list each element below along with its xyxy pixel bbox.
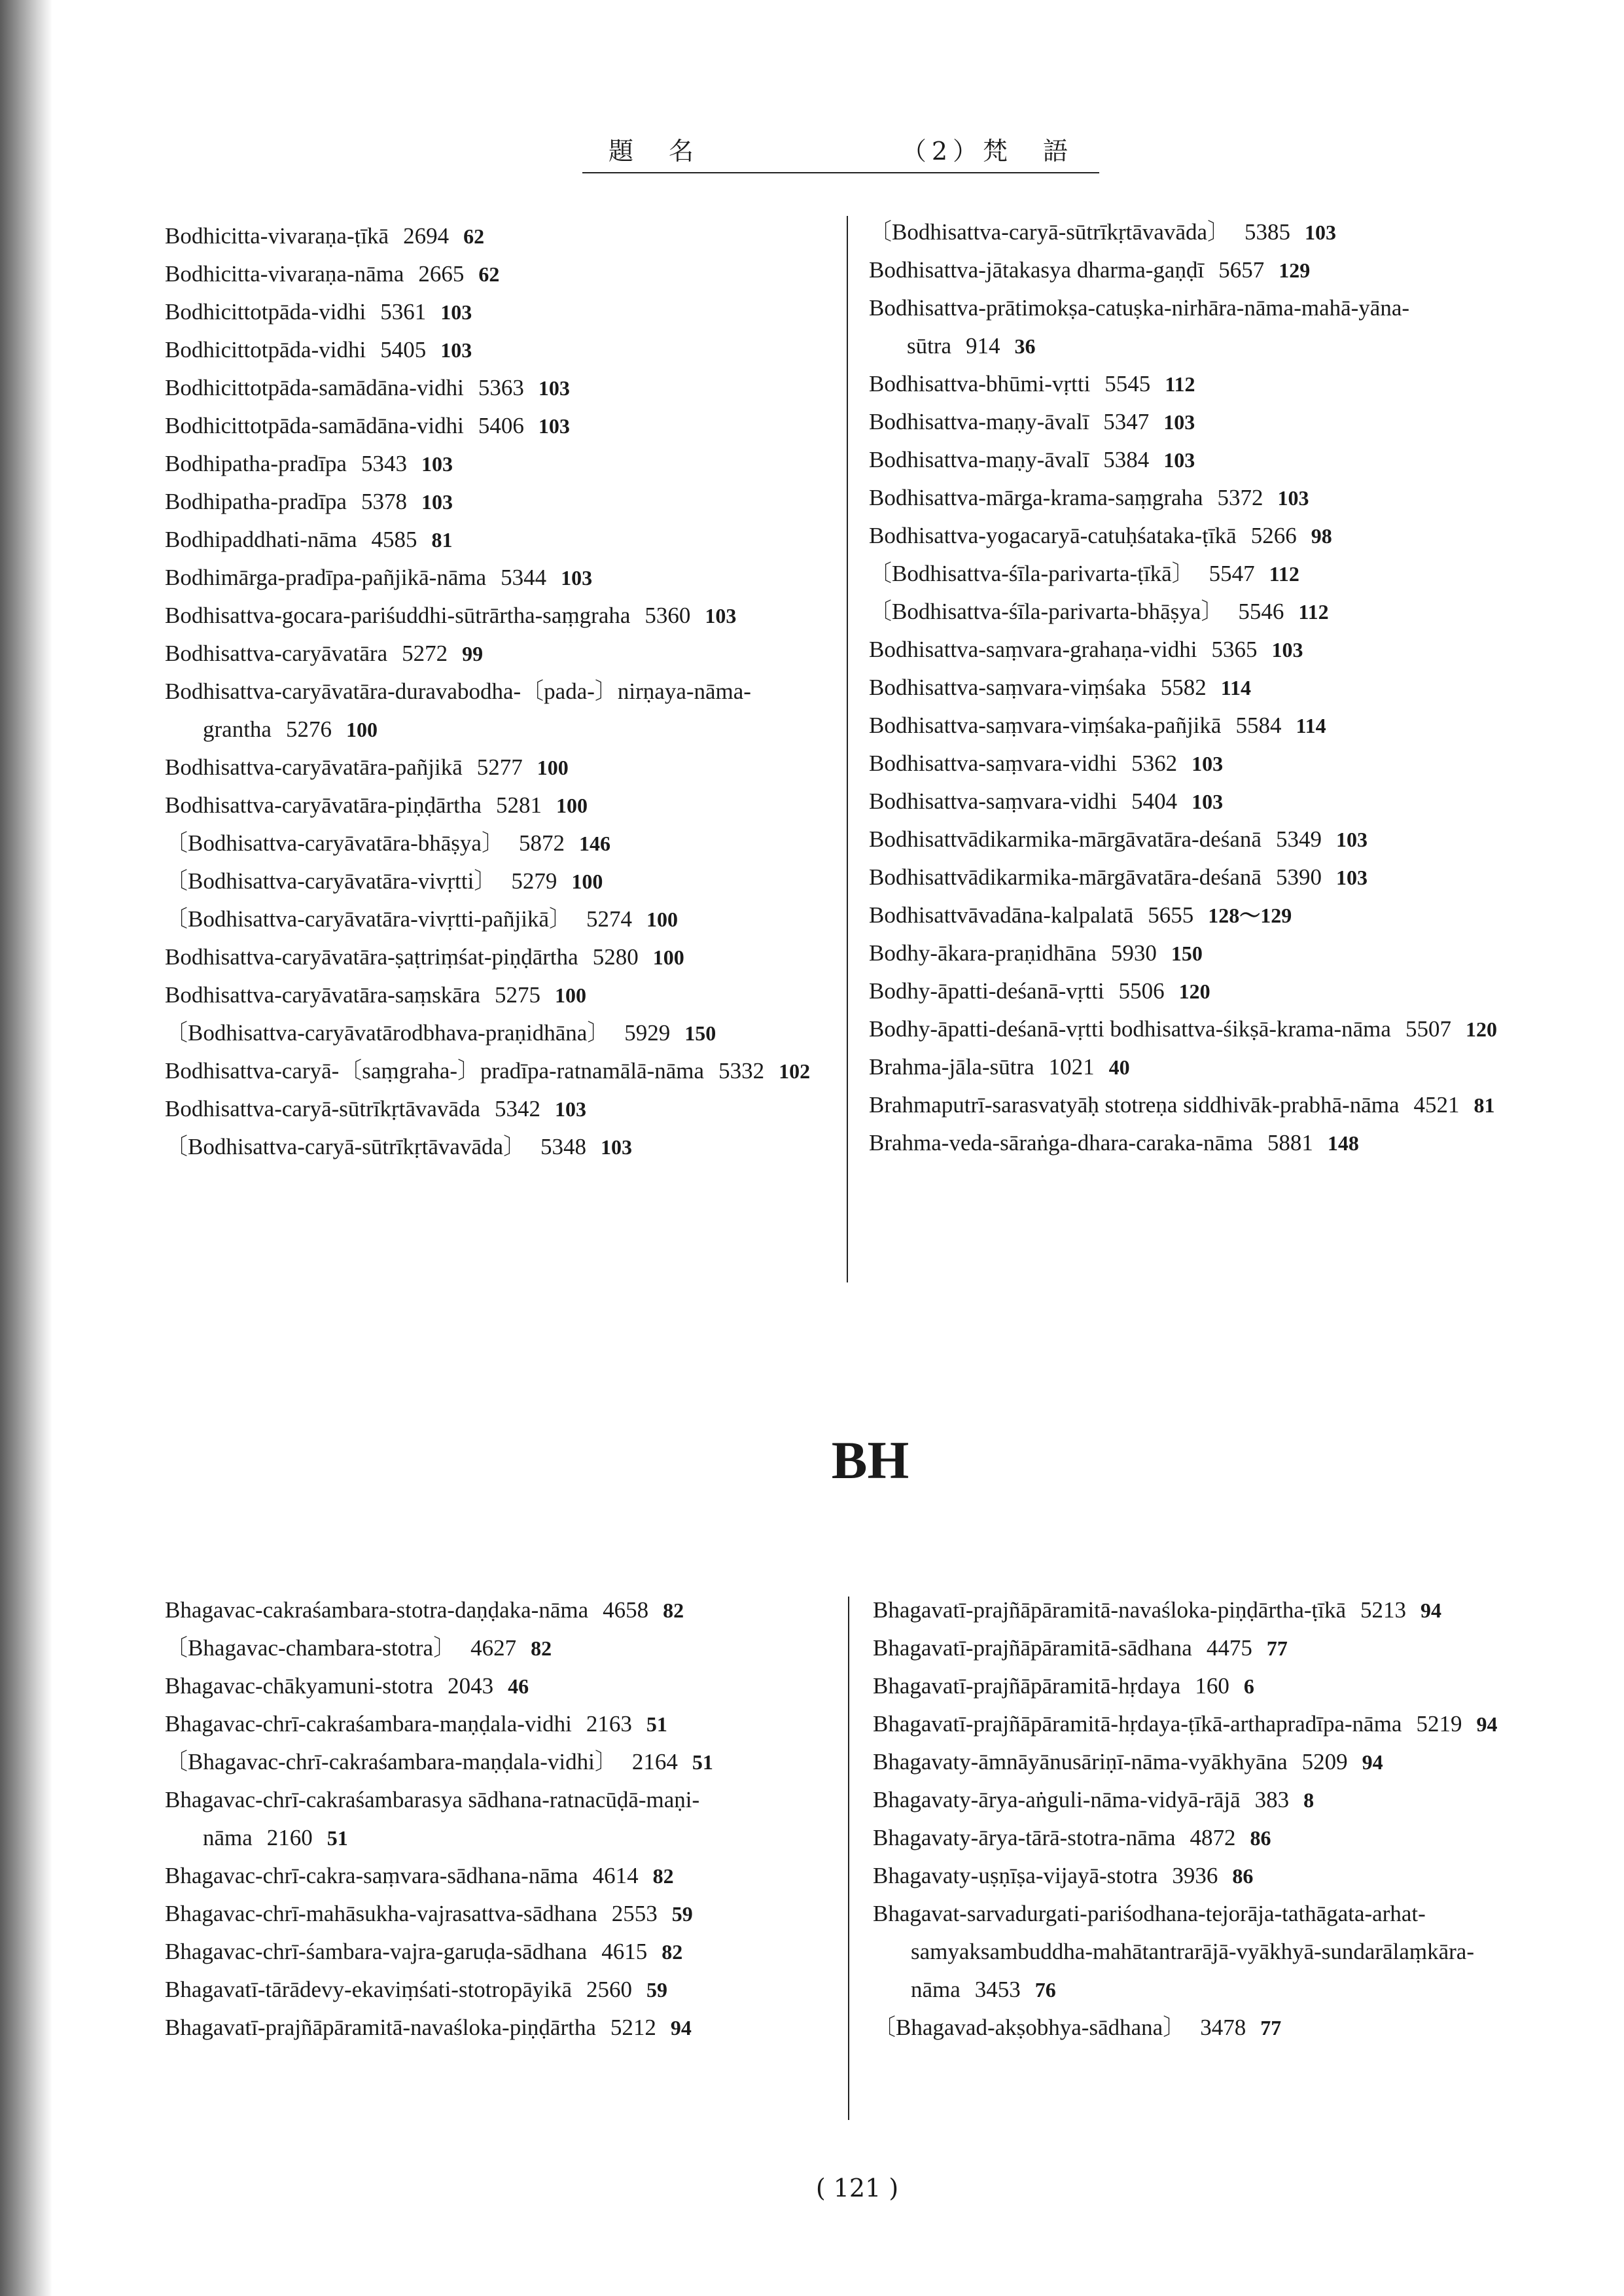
entry-page-reference: 103 (1271, 638, 1303, 662)
entry-title: 〔Bodhisattva-caryāvatārodbhava-praṇidhāna〕 (165, 1020, 610, 1046)
index-entry (165, 1743, 832, 1781)
entry-title: 〔Bodhisattva-caryā-sūtrīkṛtāvavāda〕 (165, 1134, 527, 1159)
index-entry (165, 786, 832, 824)
entry-title: 〔Bodhisattva-caryāvatāra-bhāṣya〕 (165, 830, 504, 856)
entry-page-reference: 100 (345, 718, 378, 741)
entry-title: Bodhisattva-caryā-〔saṃgraha-〕pradīpa-ratnamālā-nāma (165, 1058, 705, 1084)
entry-title: Bodhipatha-pradīpa (165, 451, 347, 476)
entry-catalog-number: 5872 (518, 830, 565, 856)
index-entry (165, 597, 832, 635)
index-entry (165, 1895, 832, 1933)
entry-title: Bhagavat-sarvadurgati-pariśodhana-tejorāja-tathāgata-arhat-samyaksambuddha-mahātantrarājā-vyākhyā-sundarālaṃkāra-nāma (873, 1901, 1474, 2002)
index-column-top-right (869, 213, 1536, 1162)
entry-catalog-number: 4627 (470, 1635, 517, 1661)
index-entry (165, 1014, 832, 1052)
entry-title: Bodhisattva-mārga-krama-saṃgraha (869, 485, 1203, 510)
index-entry (165, 749, 832, 786)
entry-page-reference: 103 (538, 414, 570, 438)
entry-catalog-number: 5657 (1218, 257, 1265, 283)
entry-catalog-number: 5342 (495, 1096, 541, 1122)
entry-catalog-number: 383 (1254, 1787, 1290, 1812)
entry-title: Brahmaputrī-sarasvatyāḥ stotreṇa siddhivāk-prabhā-nāma (869, 1092, 1400, 1118)
entry-catalog-number: 5279 (511, 868, 557, 894)
entry-page-reference: 76 (1034, 1978, 1056, 2002)
entry-title: 〔Bodhisattva-caryāvatāra-vivṛtti〕 (165, 868, 497, 894)
entry-page-reference: 51 (327, 1826, 348, 1850)
index-entry (869, 896, 1536, 934)
page-header (582, 131, 1099, 173)
entry-page-reference: 103 (1192, 752, 1224, 775)
index-entry (165, 2009, 832, 2047)
entry-title: Bodhy-āpatti-deśanā-vṛtti (869, 978, 1104, 1004)
index-entry (869, 555, 1536, 593)
index-entry (869, 251, 1536, 289)
index-entry (869, 1086, 1536, 1124)
entry-title: Bodhisattva-maṇy-āvalī (869, 447, 1089, 472)
entry-title: Bodhicittotpāda-vidhi (165, 337, 366, 362)
entry-catalog-number: 2043 (448, 1673, 494, 1699)
index-entry (869, 289, 1536, 365)
entry-catalog-number: 3478 (1200, 2015, 1246, 2040)
entry-catalog-number: 3936 (1172, 1863, 1218, 1888)
entry-catalog-number: 5361 (380, 299, 427, 325)
entry-title: Bhagavaty-āmnāyānusāriṇī-nāma-vyākhyāna (873, 1749, 1288, 1775)
section-letter: BH (831, 1430, 909, 1490)
entry-catalog-number: 4615 (601, 1939, 648, 1964)
entry-catalog-number: 5272 (402, 641, 448, 666)
entry-page-reference: 114 (1220, 676, 1251, 699)
entry-page-reference: 120 (1465, 1017, 1497, 1041)
entry-page-reference: 100 (537, 756, 569, 779)
entry-page-reference: 62 (463, 224, 485, 248)
entry-title: 〔Bodhisattva-śīla-parivarta-bhāṣya〕 (869, 599, 1224, 624)
entry-title: 〔Bodhisattva-śīla-parivarta-ṭīkā〕 (869, 561, 1195, 586)
entry-catalog-number: 5281 (495, 792, 542, 818)
index-entry (869, 479, 1536, 517)
entry-title: Bhagavac-chrī-cakra-saṃvara-sādhana-nāma (165, 1863, 578, 1888)
entry-catalog-number: 5372 (1217, 485, 1263, 510)
index-entry (165, 1705, 832, 1743)
index-entry (869, 858, 1536, 896)
entry-page-reference: 81 (431, 528, 453, 552)
entry-page-reference: 94 (670, 2016, 692, 2040)
entry-page-reference: 102 (779, 1059, 811, 1083)
entry-catalog-number: 5277 (476, 754, 523, 780)
entry-page-reference: 86 (1232, 1864, 1254, 1888)
index-entry (165, 976, 832, 1014)
entry-title: Bodhisattva-bhūmi-vṛtti (869, 371, 1091, 397)
entry-catalog-number: 5219 (1416, 1711, 1462, 1737)
entry-page-reference: 103 (1163, 410, 1195, 434)
entry-catalog-number: 5344 (501, 565, 547, 590)
index-entry (165, 331, 832, 369)
index-entry (869, 707, 1536, 745)
entry-title: Bhagavaty-ārya-tārā-stotra-nāma (873, 1825, 1176, 1850)
entry-title: Bhagavatī-tārādevy-ekaviṃśati-stotropāyikā (165, 1977, 572, 2002)
entry-catalog-number: 5365 (1211, 637, 1258, 662)
entry-catalog-number: 5275 (495, 982, 540, 1008)
entry-title: Bhagavac-cakraśambara-stotra-daṇḍaka-nāma (165, 1597, 589, 1623)
entry-catalog-number: 5930 (1110, 940, 1157, 966)
entry-title: Bhagavatī-prajñāpāramitā-hṛdaya (873, 1673, 1181, 1699)
index-entry (165, 369, 832, 407)
entry-catalog-number: 5362 (1131, 751, 1178, 776)
entry-catalog-number: 4521 (1413, 1092, 1460, 1118)
index-entry (869, 631, 1536, 669)
index-entry (165, 635, 832, 673)
entry-title: Bhagavac-chrī-cakraśambarasya sādhana-ratnacūḍā-maṇi-nāma (165, 1787, 700, 1850)
entry-page-reference: 94 (1476, 1712, 1498, 1736)
header-subtitle: （2）梵 語 (901, 137, 1073, 166)
entry-title: Bodhicittotpāda-vidhi (165, 299, 366, 325)
entry-title: 〔Bodhisattva-caryā-sūtrīkṛtāvavāda〕 (869, 219, 1231, 245)
entry-catalog-number: 5405 (380, 337, 427, 362)
entry-catalog-number: 5545 (1104, 371, 1151, 397)
entry-title: Bodhipaddhati-nāma (165, 527, 357, 552)
index-entry (873, 1743, 1547, 1781)
index-entry (165, 559, 832, 597)
entry-title: Bodhisattva-maṇy-āvalī (869, 409, 1089, 434)
entry-page-reference: 36 (1014, 334, 1036, 358)
entry-catalog-number: 5213 (1360, 1597, 1407, 1623)
entry-catalog-number: 5929 (624, 1020, 671, 1046)
entry-catalog-number: 5274 (586, 906, 632, 932)
entry-title: Bodhisattva-caryā-sūtrīkṛtāvavāda (165, 1096, 481, 1122)
index-entry (165, 521, 832, 559)
entry-catalog-number: 2553 (611, 1901, 658, 1926)
entry-page-reference: 51 (646, 1712, 667, 1736)
index-entry (869, 669, 1536, 707)
entry-title: Bodhisattva-caryāvatāra-piṇḍārtha (165, 792, 482, 818)
entry-page-reference: 86 (1250, 1826, 1271, 1850)
entry-page-reference: 112 (1298, 600, 1329, 624)
index-entry (165, 1128, 832, 1166)
entry-page-reference: 103 (561, 566, 593, 590)
scan-edge (0, 0, 52, 2296)
entry-catalog-number: 5360 (644, 603, 691, 628)
index-entry (165, 673, 832, 749)
entry-page-reference: 81 (1474, 1093, 1495, 1117)
entry-catalog-number: 5881 (1267, 1130, 1313, 1156)
entry-title: Bodhisattva-caryāvatāra-pañjikā (165, 754, 463, 780)
index-column-bottom-left (165, 1591, 832, 2047)
entry-catalog-number: 4658 (603, 1597, 649, 1623)
entry-catalog-number: 5390 (1275, 864, 1322, 890)
index-entry (165, 1629, 832, 1667)
entry-catalog-number: 5363 (478, 375, 524, 400)
index-entry (873, 1781, 1547, 1819)
entry-catalog-number: 5582 (1160, 675, 1207, 700)
index-entry (165, 217, 832, 255)
index-entry (873, 1895, 1547, 2009)
entry-title: Bhagavatī-prajñāpāramitā-navaśloka-piṇḍārtha-ṭīkā (873, 1597, 1347, 1623)
index-entry (869, 593, 1536, 631)
entry-title: Bodhisattva-saṃvara-viṃśaka (869, 675, 1146, 700)
entry-title: Bodhisattva-gocara-pariśuddhi-sūtrārtha-saṃgraha (165, 603, 631, 628)
index-entry (165, 445, 832, 483)
entry-title: Bodhy-ākara-praṇidhāna (869, 940, 1097, 966)
header-title: 題 名 (609, 137, 699, 166)
entry-catalog-number: 2164 (631, 1749, 678, 1775)
entry-page-reference: 100 (571, 870, 603, 893)
entry-catalog-number: 5378 (361, 489, 407, 514)
entry-page-reference: 112 (1269, 562, 1299, 586)
entry-page-reference: 100 (555, 983, 586, 1007)
entry-catalog-number: 5404 (1131, 788, 1178, 814)
entry-page-reference: 8 (1303, 1788, 1315, 1812)
entry-title: Bodhipatha-pradīpa (165, 489, 347, 514)
entry-page-reference: 103 (421, 452, 453, 476)
entry-title: Bhagavatī-prajñāpāramitā-navaśloka-piṇḍārtha (165, 2015, 596, 2040)
entry-catalog-number: 4614 (592, 1863, 639, 1888)
entry-catalog-number: 5507 (1405, 1016, 1451, 1042)
entry-catalog-number: 4475 (1206, 1635, 1252, 1661)
entry-page-reference: 112 (1165, 372, 1195, 396)
index-entry (873, 1629, 1547, 1667)
entry-page-reference: 103 (1163, 448, 1195, 472)
column-divider-bottom (848, 1597, 849, 2120)
entry-catalog-number: 5332 (718, 1058, 765, 1084)
entry-catalog-number: 5276 (285, 716, 332, 742)
entry-catalog-number: 1021 (1048, 1054, 1095, 1080)
entry-title: Bhagavac-chākyamuni-stotra (165, 1673, 434, 1699)
entry-page-reference: 62 (478, 262, 500, 286)
entry-page-reference: 100 (652, 945, 684, 969)
entry-catalog-number: 5655 (1148, 902, 1194, 928)
index-entry (165, 255, 832, 293)
entry-page-reference: 59 (646, 1978, 667, 2002)
entry-title: Brahma-veda-sāraṅga-dhara-caraka-nāma (869, 1130, 1253, 1156)
entry-title: Bodhisattva-caryāvatāra (165, 641, 388, 666)
entry-page-reference: 129 (1279, 258, 1311, 282)
index-entry (869, 821, 1536, 858)
entry-catalog-number: 4585 (371, 527, 417, 552)
index-entry (165, 1090, 832, 1128)
entry-page-reference: 103 (1305, 221, 1337, 244)
entry-title: 〔Bhagavac-chambara-stotra〕 (165, 1635, 457, 1661)
entry-title: Bodhisattvādikarmika-mārgāvatāra-deśanā (869, 826, 1262, 852)
index-entry (165, 900, 832, 938)
entry-title: Bodhisattva-prātimokṣa-catuṣka-nirhāra-nāma-mahā-yāna-sūtra (869, 295, 1410, 359)
index-entry (869, 745, 1536, 783)
entry-title: Bhagavaty-ārya-aṅguli-nāma-vidyā-rājā (873, 1787, 1241, 1812)
entry-page-reference: 103 (440, 300, 472, 324)
entry-page-reference: 100 (556, 794, 588, 817)
entry-title: Bodhisattva-caryāvatāra-saṃskāra (165, 982, 480, 1008)
index-entry (869, 972, 1536, 1010)
entry-page-reference: 103 (1335, 828, 1368, 851)
index-entry (165, 1971, 832, 2009)
index-entry (869, 213, 1536, 251)
entry-title: Bodhimārga-pradīpa-pañjikā-nāma (165, 565, 487, 590)
entry-title: Bodhisattva-caryāvatāra-ṣaṭtriṃśat-piṇḍārtha (165, 944, 578, 970)
entry-page-reference: 77 (1266, 1636, 1288, 1660)
entry-catalog-number: 2160 (266, 1825, 313, 1850)
index-entry (873, 1705, 1547, 1743)
entry-title: Bodhisattvāvadāna-kalpalatā (869, 902, 1134, 928)
entry-catalog-number: 5406 (478, 413, 524, 438)
entry-page-reference: 128～129 (1208, 904, 1292, 927)
entry-title: Bodhicittotpāda-samādāna-vidhi (165, 375, 464, 400)
entry-catalog-number: 5349 (1275, 826, 1322, 852)
entry-page-reference: 103 (538, 376, 570, 400)
entry-title: 〔Bodhisattva-caryāvatāra-vivṛtti-pañjikā〕 (165, 906, 572, 932)
entry-catalog-number: 2560 (586, 1977, 632, 2002)
entry-title: Bhagavatī-prajñāpāramitā-hṛdaya-ṭīkā-arthapradīpa-nāma (873, 1711, 1402, 1737)
entry-page-reference: 98 (1311, 524, 1332, 548)
entry-page-reference: 103 (421, 490, 453, 514)
entry-title: Bodhicittotpāda-samādāna-vidhi (165, 413, 464, 438)
entry-title: Bhagavaty-uṣṇīṣa-vijayā-stotra (873, 1863, 1158, 1888)
entry-title: Bodhicitta-vivaraṇa-ṭīkā (165, 223, 389, 249)
entry-catalog-number: 5280 (592, 944, 639, 970)
index-entry (869, 403, 1536, 441)
entry-title: Bodhisattva-saṃvara-grahaṇa-vidhi (869, 637, 1197, 662)
entry-catalog-number: 5547 (1209, 561, 1255, 586)
entry-title: Bodhisattvādikarmika-mārgāvatāra-deśanā (869, 864, 1262, 890)
entry-title: Bhagavac-chrī-śambara-vajra-garuḍa-sādhana (165, 1939, 588, 1964)
entry-title: Bhagavac-chrī-mahāsukha-vajrasattva-sādhana (165, 1901, 597, 1926)
entry-catalog-number: 5343 (361, 451, 407, 476)
entry-page-reference: 146 (578, 832, 610, 855)
index-entry (873, 2009, 1547, 2047)
entry-title: Bhagavatī-prajñāpāramitā-sādhana (873, 1635, 1192, 1661)
entry-title: 〔Bhagavac-chrī-cakraśambara-maṇḍala-vidhi〕 (165, 1749, 618, 1775)
page-number: ( 121 ) (815, 2174, 899, 2202)
index-entry (869, 1010, 1536, 1048)
entry-page-reference: 120 (1178, 980, 1210, 1003)
entry-title: 〔Bhagavad-akṣobhya-sādhana〕 (873, 2015, 1186, 2040)
entry-catalog-number: 2163 (586, 1711, 632, 1737)
entry-catalog-number: 160 (1195, 1673, 1229, 1699)
index-entry (165, 938, 832, 976)
column-divider-top (847, 216, 848, 1282)
index-entry (165, 407, 832, 445)
entry-page-reference: 150 (1171, 942, 1203, 965)
index-entry (869, 441, 1536, 479)
entry-page-reference: 150 (684, 1021, 716, 1045)
index-column-top-left (165, 217, 832, 1166)
entry-catalog-number: 2694 (403, 223, 450, 249)
index-entry (873, 1667, 1547, 1705)
index-entry (165, 1781, 832, 1857)
entry-title: Bodhicitta-vivaraṇa-nāma (165, 261, 404, 287)
entry-title: Bodhisattva-saṃvara-viṃśaka-pañjikā (869, 713, 1222, 738)
entry-title: Brahma-jāla-sūtra (869, 1054, 1034, 1080)
index-entry (165, 293, 832, 331)
index-entry (165, 1857, 832, 1895)
entry-page-reference: 82 (663, 1598, 684, 1622)
entry-page-reference: 6 (1243, 1674, 1254, 1698)
entry-page-reference: 103 (555, 1097, 587, 1121)
entry-catalog-number: 5546 (1238, 599, 1284, 624)
entry-catalog-number: 5266 (1250, 523, 1297, 548)
index-entry (165, 862, 832, 900)
index-entry (869, 783, 1536, 821)
entry-title: Bodhisattva-saṃvara-vidhi (869, 751, 1118, 776)
entry-page-reference: 100 (646, 908, 678, 931)
entry-catalog-number: 3453 (974, 1977, 1021, 2002)
index-entry (165, 1591, 832, 1629)
index-entry (165, 483, 832, 521)
entry-page-reference: 114 (1296, 714, 1326, 737)
index-entry (165, 1933, 832, 1971)
entry-title: Bodhy-āpatti-deśanā-vṛtti bodhisattva-śikṣā-krama-nāma (869, 1016, 1391, 1042)
entry-title: Bhagavac-chrī-cakraśambara-maṇḍala-vidhi (165, 1711, 572, 1737)
index-entry (869, 517, 1536, 555)
entry-page-reference: 82 (652, 1864, 674, 1888)
entry-title: Bodhisattva-yogacaryā-catuḥśataka-ṭīkā (869, 523, 1237, 548)
entry-page-reference: 77 (1260, 2016, 1282, 2040)
entry-catalog-number: 914 (966, 333, 1000, 359)
index-entry (869, 1048, 1536, 1086)
entry-catalog-number: 5212 (610, 2015, 656, 2040)
entry-catalog-number: 5584 (1235, 713, 1282, 738)
entry-page-reference: 103 (1335, 866, 1368, 889)
index-entry (873, 1857, 1547, 1895)
entry-page-reference: 46 (508, 1674, 529, 1698)
entry-page-reference: 103 (601, 1135, 633, 1159)
entry-page-reference: 82 (531, 1636, 552, 1660)
entry-page-reference: 94 (1421, 1598, 1442, 1622)
entry-page-reference: 82 (662, 1940, 683, 1964)
entry-page-reference: 148 (1327, 1131, 1359, 1155)
entry-page-reference: 103 (1192, 790, 1224, 813)
entry-page-reference: 59 (671, 1902, 693, 1926)
entry-catalog-number: 5347 (1103, 409, 1150, 434)
index-entry (165, 1667, 832, 1705)
entry-title: Bodhisattva-caryāvatāra-duravabodha-〔pada-〕nirṇaya-nāma-grantha (165, 679, 751, 742)
index-entry (873, 1819, 1547, 1857)
entry-page-reference: 103 (705, 604, 737, 627)
entry-catalog-number: 5348 (540, 1134, 587, 1159)
index-entry (165, 1052, 832, 1090)
index-entry (869, 934, 1536, 972)
entry-catalog-number: 4872 (1190, 1825, 1236, 1850)
entry-page-reference: 103 (1277, 486, 1309, 510)
entry-page-reference: 103 (440, 338, 472, 362)
entry-title: Bodhisattva-jātakasya dharma-gaṇḍī (869, 257, 1205, 283)
index-entry (869, 365, 1536, 403)
entry-catalog-number: 2665 (418, 261, 465, 287)
entry-catalog-number: 5385 (1244, 219, 1291, 245)
entry-catalog-number: 5506 (1118, 978, 1165, 1004)
entry-catalog-number: 5384 (1103, 447, 1150, 472)
entry-page-reference: 94 (1362, 1750, 1383, 1774)
entry-page-reference: 99 (462, 642, 484, 665)
entry-page-reference: 51 (692, 1750, 713, 1774)
entry-catalog-number: 5209 (1301, 1749, 1348, 1775)
index-column-bottom-right (873, 1591, 1547, 2047)
entry-title: Bodhisattva-saṃvara-vidhi (869, 788, 1118, 814)
index-entry (869, 1124, 1536, 1162)
entry-page-reference: 40 (1108, 1055, 1130, 1079)
index-entry (873, 1591, 1547, 1629)
index-entry (165, 824, 832, 862)
